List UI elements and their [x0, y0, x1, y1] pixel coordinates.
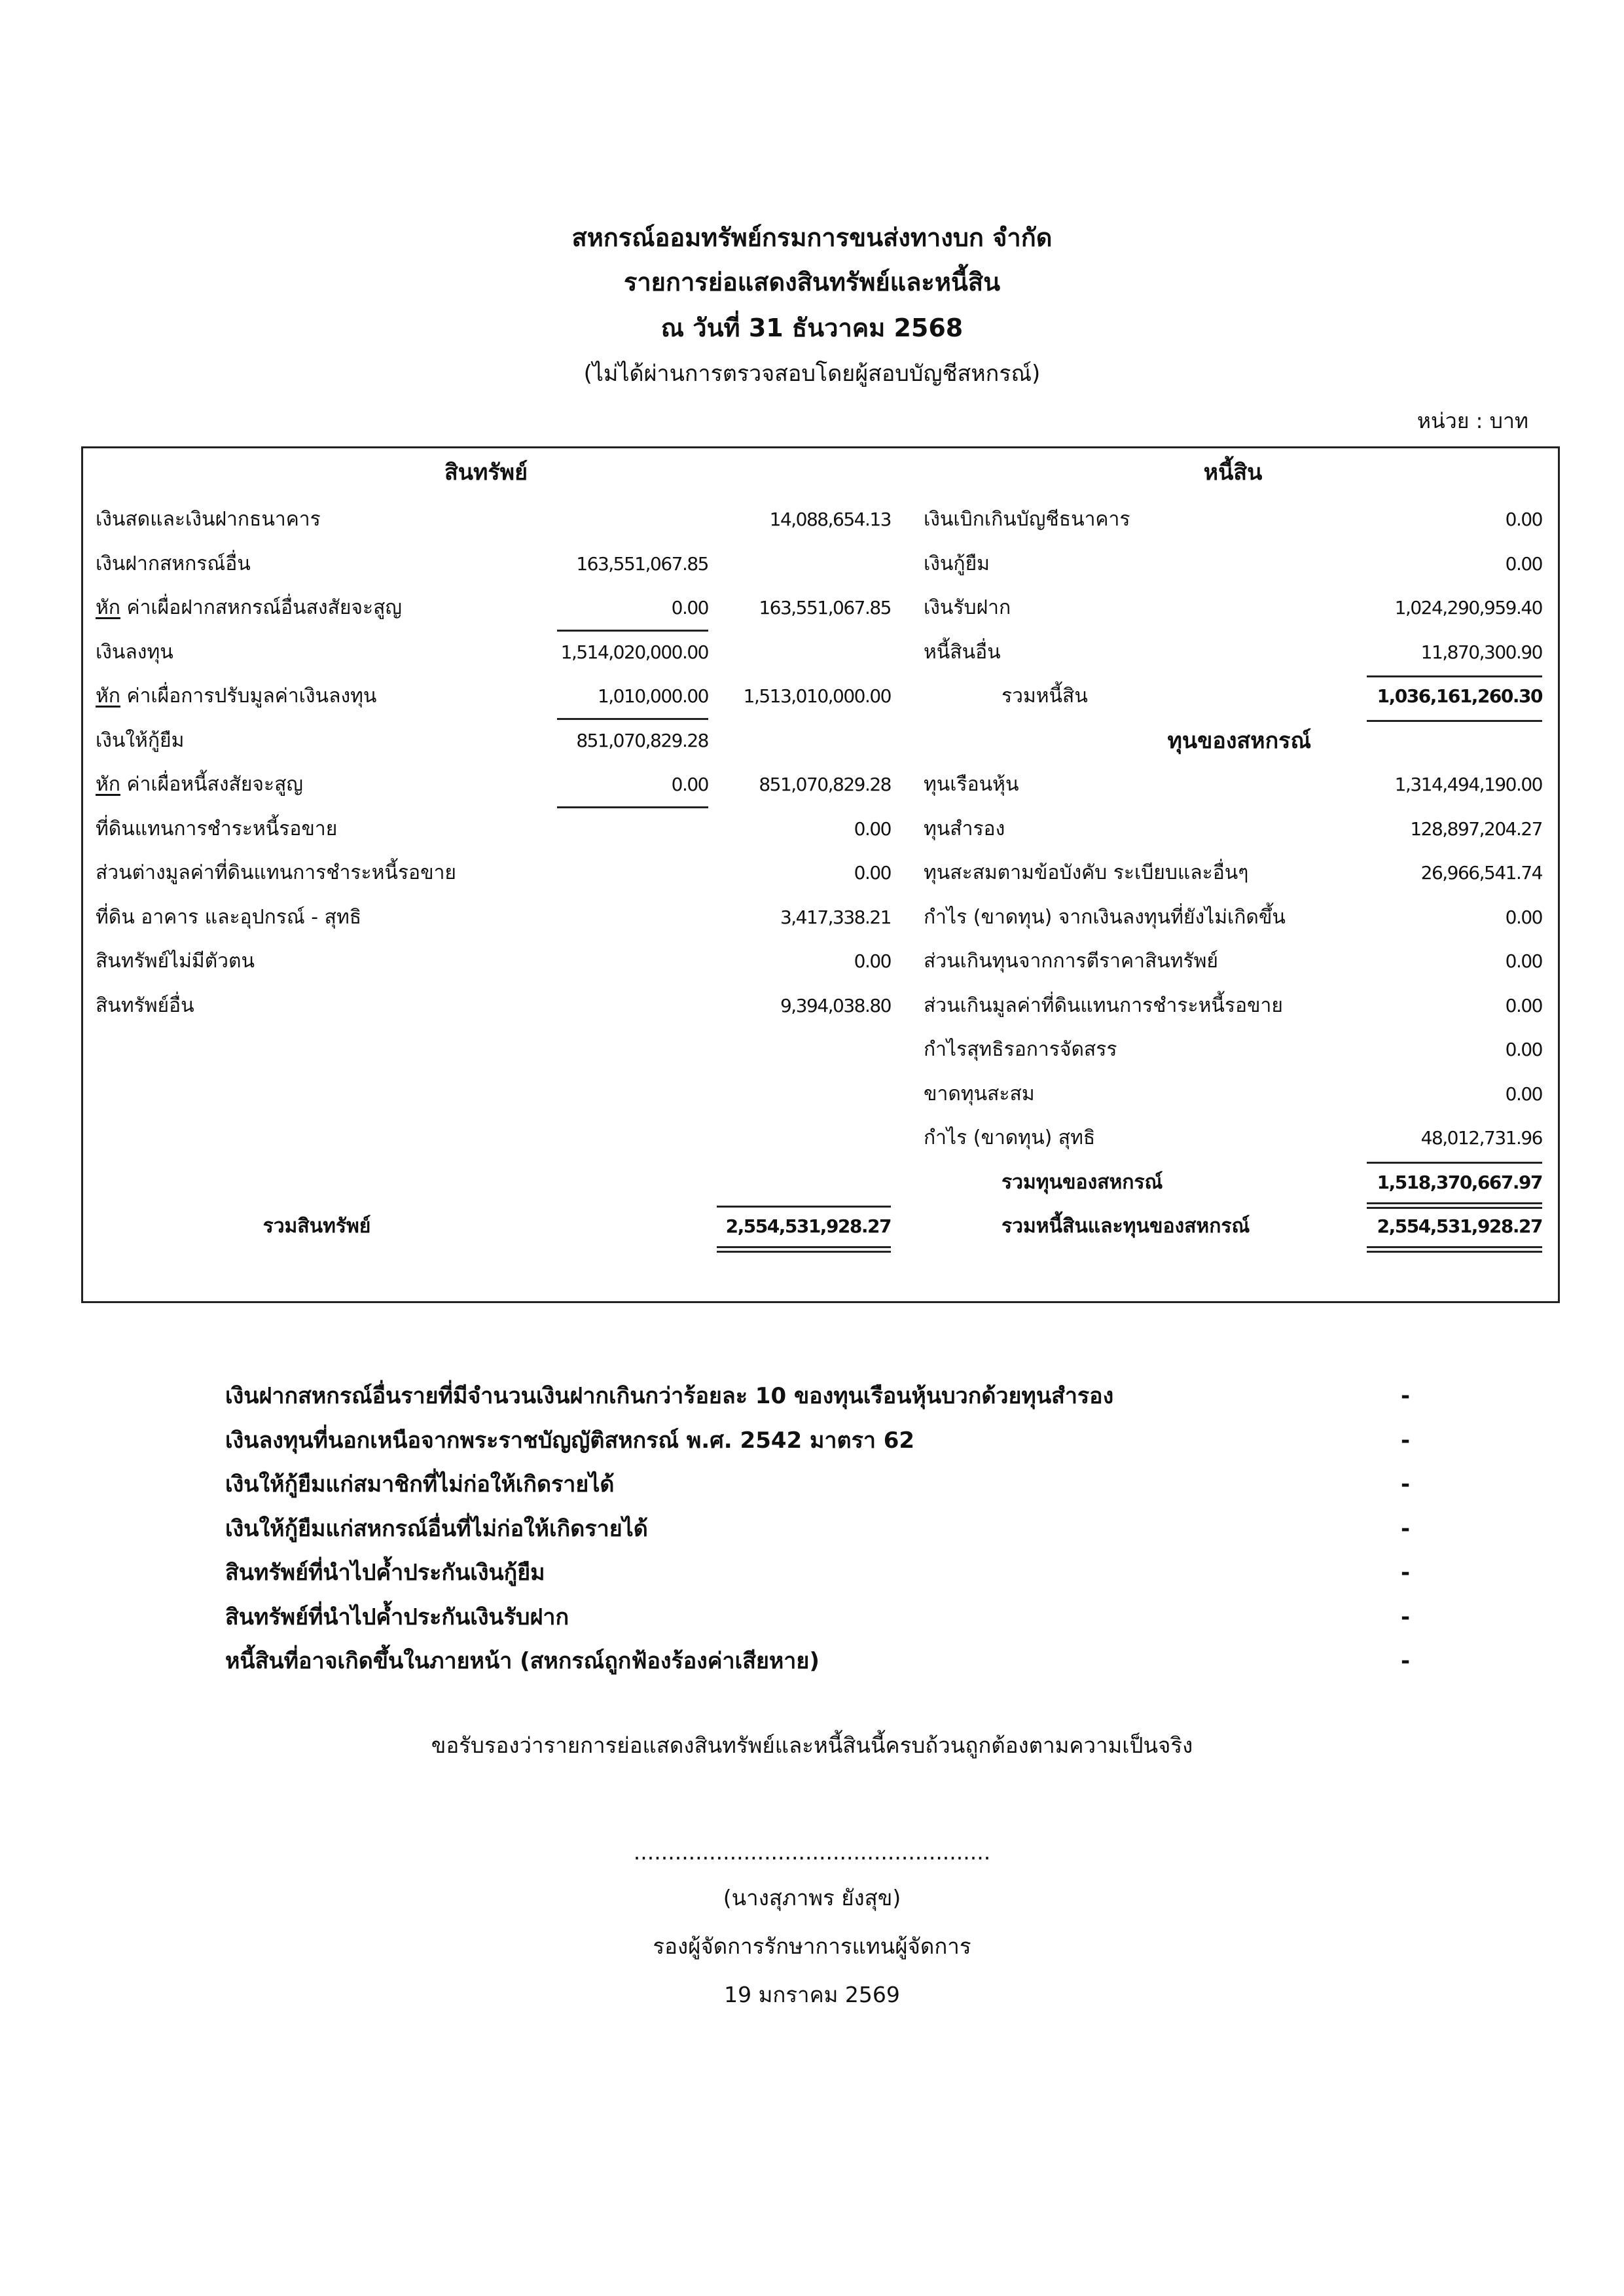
asset-amount: 1,513,010,000.00: [743, 685, 891, 707]
asset-row-label: [96, 719, 184, 763]
unit-label: หน่วย : บาท: [1416, 408, 1528, 433]
total-equity-label: รวมทุนของสหกรณ์: [1001, 1170, 1163, 1194]
asset-amount: 3,417,338.21: [780, 906, 891, 928]
asset-row-label: [96, 851, 456, 895]
org-name: สหกรณ์ออมทรัพย์กรมการขนส่งทางบก จำกัด: [571, 223, 1053, 252]
note-value: -: [1401, 1383, 1411, 1409]
asset-row-label: [96, 807, 337, 852]
liability-amount: 0.00: [1505, 509, 1542, 530]
asset-label: สินทรัพย์อื่น: [96, 994, 194, 1017]
total-liabilities-underline: [1367, 720, 1542, 722]
equity-label: ทุนสำรอง: [924, 817, 1005, 840]
total-assets-label: รวมสินทรัพย์: [262, 1215, 371, 1238]
total-liabilities-label: รวมหนี้สิน: [1001, 685, 1088, 708]
asset-label: ค่าเผื่อฝากสหกรณ์อื่นสงสัยจะสูญ: [126, 596, 402, 619]
liability-amount: 0.00: [1505, 552, 1542, 575]
asset-amount: 163,551,067.85: [759, 597, 891, 619]
asset-label: ค่าเผื่อหนี้สงสัยจะสูญ: [126, 773, 303, 796]
total-assets-amount: 2,554,531,928.27: [725, 1215, 891, 1237]
asset-label: ที่ดิน อาคาร และอุปกรณ์ - สุทธิ: [96, 905, 362, 929]
asset-sub-amount: 163,551,067.85: [576, 552, 708, 575]
note-label: เงินฝากสหกรณ์อื่นรายที่มีจำนวนเงินฝากเกินกว่าร้อยละ 10 ของทุนเรือนหุ้นบวกด้วยทุนสำรอง: [225, 1383, 1114, 1409]
equity-amount: 26,966,541.74: [1420, 862, 1542, 884]
asset-sub-amount: 1,514,020,000.00: [560, 641, 708, 663]
equity-amount: 0.00: [1505, 994, 1542, 1016]
asset-row-label: [96, 497, 321, 542]
liabilities-heading: หนี้สิน: [1203, 459, 1263, 486]
equity-amount: 0.00: [1505, 950, 1542, 972]
equity-amount: 0.00: [1505, 1083, 1542, 1105]
less-prefix: หัก: [96, 773, 120, 796]
note-value: -: [1401, 1560, 1411, 1586]
grand-total-label: รวมหนี้สินและทุนของสหกรณ์: [1001, 1215, 1250, 1238]
asset-label: เงินให้กู้ยืม: [96, 728, 185, 752]
equity-amount: 0.00: [1505, 906, 1542, 928]
asset-amount: 14,088,654.13: [769, 509, 891, 530]
asset-row-label: [96, 586, 402, 630]
asset-sub-amount: 851,070,829.28: [576, 729, 708, 751]
equity-label: ส่วนเกินทุนจากการตีราคาสินทรัพย์: [924, 950, 1218, 973]
total-liabilities-topline: [1367, 675, 1542, 677]
asset-row-label: [96, 542, 251, 586]
total-liabilities-amount: 1,036,161,260.30: [1377, 685, 1542, 707]
equity-label: ทุนสะสมตามข้อบังคับ ระเบียบและอื่นๆ: [924, 861, 1249, 884]
liability-amount: 11,870,300.90: [1420, 641, 1542, 663]
asset-sub-amount: 0.00: [671, 774, 708, 795]
equity-label: ขาดทุนสะสม: [924, 1082, 1035, 1105]
note-value: -: [1401, 1427, 1411, 1454]
asset-row-label: [96, 895, 361, 940]
asset-amount: 0.00: [854, 950, 891, 972]
note-value: -: [1401, 1515, 1411, 1542]
asset-row-label: [96, 630, 173, 675]
total-equity-amount: 1,518,370,667.97: [1377, 1171, 1542, 1193]
note-label: หนี้สินที่อาจเกิดขึ้นในภายหน้า (สหกรณ์ถูกฟ้องร้องค่าเสียหาย): [225, 1648, 820, 1674]
asset-amount: 0.00: [854, 862, 891, 884]
equity-amount: 128,897,204.27: [1410, 817, 1542, 840]
audit-note: (ไม่ได้ผ่านการตรวจสอบโดยผู้สอบบัญชีสหกรณ์): [583, 361, 1041, 387]
asset-label: เงินสดและเงินฝากธนาคาร: [96, 508, 321, 531]
equity-label: กำไร (ขาดทุน) สุทธิ: [924, 1126, 1096, 1149]
grand-total-amount: 2,554,531,928.27: [1377, 1215, 1542, 1237]
total-assets-double-underline: [717, 1246, 891, 1253]
subtotal-underline: [557, 806, 708, 808]
note-label: สินทรัพย์ที่นำไปค้ำประกันเงินรับฝาก: [225, 1604, 569, 1630]
certification-statement: ขอรับรองว่ารายการย่อแสดงสินทรัพย์และหนี้สินนี้ครบถ้วนถูกต้องตามความเป็นจริง: [431, 1732, 1193, 1758]
asset-row-label: [96, 984, 194, 1028]
asset-label: ค่าเผื่อการปรับมูลค่าเงินลงทุน: [126, 685, 377, 708]
note-value: -: [1401, 1471, 1411, 1498]
asset-label: เงินลงทุน: [96, 640, 173, 664]
less-prefix: หัก: [96, 596, 120, 619]
total-assets-topline: [717, 1206, 891, 1208]
signer-position: รองผู้จัดการรักษาการแทนผู้จัดการ: [653, 1933, 971, 1959]
asset-row-label: [96, 674, 376, 719]
equity-amount: 48,012,731.96: [1420, 1127, 1542, 1149]
asset-label: เงินฝากสหกรณ์อื่น: [96, 552, 251, 575]
note-label: เงินให้กู้ยืมแก่สมาชิกที่ไม่ก่อให้เกิดรายได้: [225, 1471, 615, 1498]
equity-label: ทุนเรือนหุ้น: [924, 773, 1019, 796]
equity-heading: ทุนของสหกรณ์: [1167, 727, 1311, 754]
liability-label: เงินเบิกเกินบัญชีธนาคาร: [924, 508, 1130, 531]
signature-line: ....................................................: [633, 1839, 991, 1865]
signer-name: (นางสุภาพร ยังสุข): [723, 1885, 901, 1910]
note-value: -: [1401, 1648, 1411, 1674]
liability-amount: 1,024,290,959.40: [1394, 597, 1542, 619]
asset-row-label: [96, 762, 303, 807]
liability-label: เงินกู้ยืม: [924, 552, 990, 575]
asset-amount: 9,394,038.80: [780, 994, 891, 1016]
asset-sub-amount: 1,010,000.00: [597, 685, 708, 707]
equity-amount: 1,314,494,190.00: [1394, 774, 1542, 795]
equity-label: กำไร (ขาดทุน) จากเงินลงทุนที่ยังไม่เกิดขึ้น: [924, 905, 1286, 929]
note-value: -: [1401, 1604, 1411, 1630]
note-label: เงินลงทุนที่นอกเหนือจากพระราชบัญญัติสหกรณ์ พ.ศ. 2542 มาตรา 62: [225, 1427, 915, 1454]
less-prefix: หัก: [96, 685, 120, 708]
signed-date: 19 มกราคม 2569: [724, 1982, 900, 2007]
asset-row-label: [96, 939, 255, 984]
equity-label: กำไรสุทธิรอการจัดสรร: [924, 1038, 1117, 1061]
asset-amount: 0.00: [854, 817, 891, 840]
liability-label: เงินรับฝาก: [924, 596, 1011, 619]
equity-label: ส่วนเกินมูลค่าที่ดินแทนการชำระหนี้รอขาย: [924, 994, 1283, 1017]
report-title: รายการย่อแสดงสินทรัพย์และหนี้สิน: [623, 268, 1001, 296]
asset-sub-amount: 0.00: [671, 597, 708, 619]
equity-amount: 0.00: [1505, 1039, 1542, 1060]
as-of-date: ณ วันที่ 31 ธันวาคม 2568: [660, 314, 964, 342]
asset-label: ที่ดินแทนการชำระหนี้รอขาย: [96, 817, 338, 840]
liability-label: หนี้สินอื่น: [924, 640, 1001, 664]
note-label: เงินให้กู้ยืมแก่สหกรณ์อื่นที่ไม่ก่อให้เกิดรายได้: [225, 1515, 648, 1542]
asset-label: สินทรัพย์ไม่มีตัวตน: [96, 950, 255, 973]
asset-label: ส่วนต่างมูลค่าที่ดินแทนการชำระหนี้รอขาย: [96, 861, 457, 884]
note-label: สินทรัพย์ที่นำไปค้ำประกันเงินกู้ยืม: [225, 1560, 545, 1586]
grand-total-double-underline: [1367, 1246, 1542, 1253]
assets-heading: สินทรัพย์: [444, 459, 528, 486]
asset-amount: 851,070,829.28: [759, 774, 891, 795]
total-equity-topline: [1367, 1162, 1542, 1164]
